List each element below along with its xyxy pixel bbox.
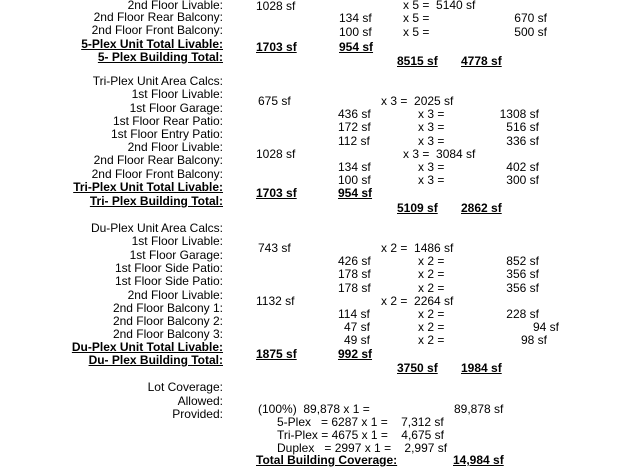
row-label: 1st Floor Side Patio:	[114, 274, 223, 288]
row-label: 1st Floor Side Patio:	[114, 261, 223, 275]
building-total-outdoor: 2862 sf	[461, 201, 502, 215]
outdoor-total: 356 sf	[506, 281, 539, 295]
row-label: 1st Floor Garage:	[129, 101, 223, 115]
row-label: 2nd Floor Front Balcony:	[91, 23, 223, 37]
calc-expression: x 2 =	[418, 267, 445, 281]
calc-expression: x 2 =	[418, 281, 445, 295]
row-label: 2nd Floor Rear Balcony:	[93, 153, 223, 167]
calc-expression: x 3 =	[418, 173, 445, 187]
outdoor-total: 94 sf	[532, 320, 559, 334]
outdoor-value: 112 sf	[338, 134, 370, 148]
building-total-livable: 5109 sf	[397, 201, 438, 215]
provided-calc: (100%) 89,878 x 1 =	[258, 402, 370, 416]
livable-value: 675 sf	[258, 94, 291, 108]
outdoor-value: 172 sf	[338, 120, 371, 134]
calc-expression: x 2 = 2264 sf	[381, 294, 454, 308]
row-label: 1st Floor Livable:	[131, 234, 223, 248]
calc-expression: x 3 =	[418, 134, 445, 148]
row-label: 2nd Floor Balcony 3:	[112, 327, 223, 341]
outdoor-value: 100 sf	[339, 25, 372, 39]
outdoor-value: 134 sf	[339, 11, 372, 25]
section-heading: Tri-Plex Unit Area Calcs:	[92, 74, 223, 88]
outdoor-total: 228 sf	[506, 307, 539, 321]
building-total-label: Du- Plex Building Total:	[88, 353, 223, 367]
row-label: 1st Floor Livable:	[131, 87, 223, 101]
row-label: 2nd Floor Livable:	[127, 140, 223, 154]
outdoor-value: 436 sf	[338, 107, 371, 121]
unit-total-livable: 1875 sf	[256, 347, 297, 361]
outdoor-value: 47 sf	[344, 320, 371, 334]
row-label: 2nd Floor Livable:	[127, 288, 223, 302]
row-label: 2nd Floor Rear Balcony:	[93, 10, 223, 24]
calc-expression: x 3 =	[418, 107, 445, 121]
outdoor-value: 100 sf	[338, 173, 371, 187]
outdoor-total: 98 sf	[520, 333, 547, 347]
calc-expression: x 5 =	[403, 25, 430, 39]
calc-expression: x 3 = 3084 sf	[403, 147, 476, 161]
total-building-coverage-value: 14,984 sf	[453, 453, 504, 467]
total-building-coverage-label: Total Building Coverage:	[256, 453, 398, 467]
outdoor-total: 402 sf	[506, 160, 539, 174]
section-heading: Du-Plex Unit Area Calcs:	[90, 221, 223, 235]
row-label: 2nd Floor Balcony 1:	[112, 301, 223, 315]
provided-label: Provided:	[172, 407, 223, 421]
livable-value: 1028 sf	[256, 0, 296, 13]
outdoor-total: 1308 sf	[499, 107, 539, 121]
building-total-label: 5- Plex Building Total:	[97, 50, 223, 64]
calc-expression: x 5 =	[403, 11, 430, 25]
row-label: 2nd Floor Front Balcony:	[91, 167, 223, 181]
calc-expression: x 2 =	[418, 307, 445, 321]
coverage-line: Tri-Plex = 4675 x 1 = 4,675 sf	[277, 428, 444, 442]
unit-total-label: Du-Plex Unit Total Livable:	[71, 340, 223, 354]
calc-expression: x 2 =	[418, 254, 445, 268]
row-label: 1st Floor Entry Patio:	[110, 127, 223, 141]
provided-value: 89,878 sf	[454, 402, 504, 416]
outdoor-value: 134 sf	[338, 160, 371, 174]
outdoor-value: 49 sf	[344, 333, 371, 347]
livable-value: 743 sf	[258, 241, 291, 255]
unit-total-outdoor: 992 sf	[338, 347, 373, 361]
outdoor-value: 114 sf	[338, 307, 370, 321]
allowed-label: Allowed:	[177, 394, 223, 408]
unit-total-label: Tri-Plex Unit Total Livable:	[73, 180, 223, 194]
outdoor-total: 852 sf	[506, 254, 539, 268]
unit-total-livable: 1703 sf	[256, 186, 297, 200]
unit-total-outdoor: 954 sf	[339, 40, 374, 54]
calc-expression: x 3 = 2025 sf	[381, 94, 454, 108]
building-total-label: Tri- Plex Building Total:	[89, 194, 223, 208]
unit-total-label: 5-Plex Unit Total Livable:	[81, 37, 223, 51]
unit-total-livable: 1703 sf	[256, 40, 297, 54]
calc-expression: x 5 = 5140 sf	[403, 0, 476, 12]
outdoor-total: 500 sf	[514, 25, 547, 39]
outdoor-total: 356 sf	[506, 267, 539, 281]
calc-expression: x 2 =	[418, 320, 445, 334]
unit-total-outdoor: 954 sf	[338, 186, 373, 200]
outdoor-value: 178 sf	[338, 267, 371, 281]
outdoor-value: 178 sf	[338, 281, 371, 295]
calc-expression: x 2 = 1486 sf	[381, 241, 454, 255]
outdoor-total: 300 sf	[506, 173, 539, 187]
outdoor-value: 426 sf	[338, 254, 371, 268]
row-label: 1st Floor Garage:	[129, 248, 223, 262]
row-label: 2nd Floor Balcony 2:	[112, 314, 223, 328]
section-heading: Lot Coverage:	[147, 380, 223, 394]
livable-value: 1132 sf	[256, 294, 295, 308]
calc-expression: x 3 =	[418, 160, 445, 174]
building-total-outdoor: 4778 sf	[461, 54, 502, 68]
building-total-livable: 3750 sf	[397, 361, 438, 375]
building-total-livable: 8515 sf	[397, 54, 438, 68]
building-total-outdoor: 1984 sf	[461, 361, 502, 375]
livable-value: 1028 sf	[256, 147, 296, 161]
outdoor-total: 336 sf	[506, 134, 539, 148]
outdoor-total: 516 sf	[506, 120, 539, 134]
row-label: 1st Floor Rear Patio:	[112, 114, 223, 128]
calc-expression: x 2 =	[418, 333, 445, 347]
calc-expression: x 3 =	[418, 120, 445, 134]
outdoor-total: 670 sf	[514, 11, 547, 25]
coverage-line: Duplex = 2997 x 1 = 2,997 sf	[277, 441, 448, 455]
row-label: 2nd Floor Livable:	[127, 0, 223, 12]
coverage-line: 5-Plex = 6287 x 1 = 7,312 sf	[277, 415, 444, 429]
